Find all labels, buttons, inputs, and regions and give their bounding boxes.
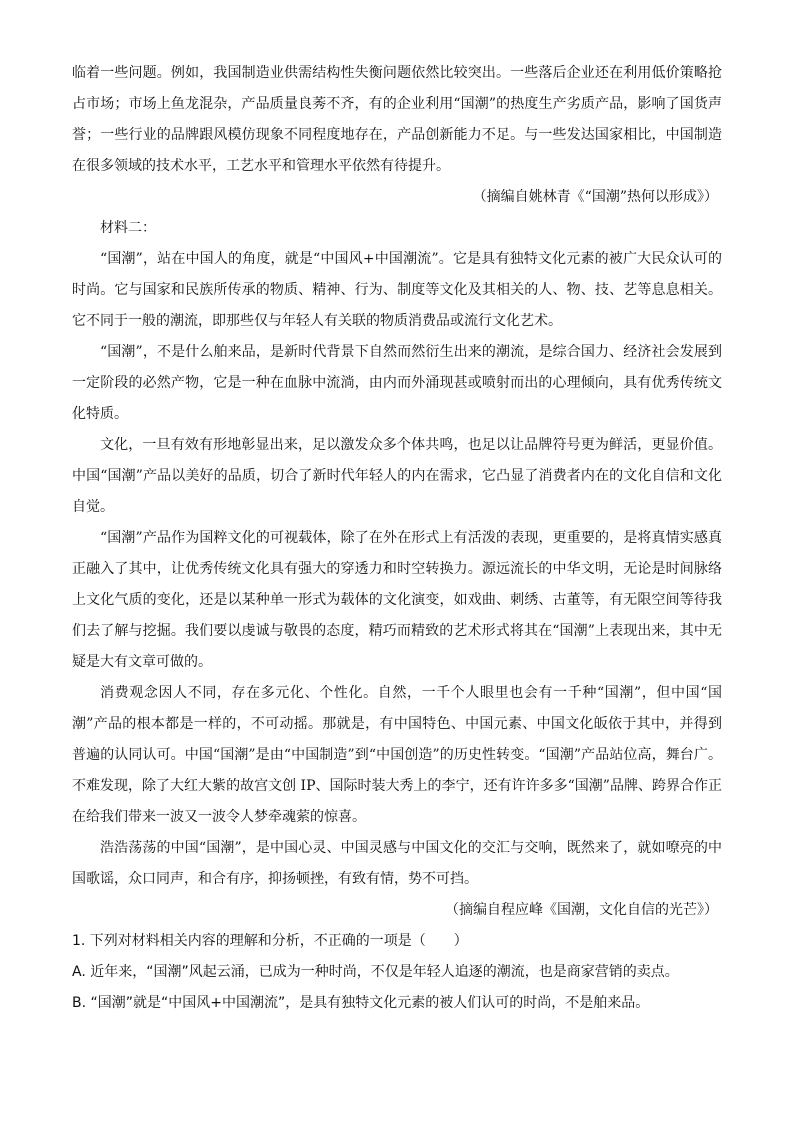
- material1-tail-paragraph: 临着一些问题。例如，我国制造业供需结构性失衡问题依然比较突出。一些落后企业还在利用低价策略抢占市场；市场上鱼龙混杂，产品质量良莠不齐，有的企业利用“国潮”的热度生产劣质产品，影响了国货声誉；一些行业的品牌跟风模仿现象不同程度地存在，产品创新能力不足。与一些发达国家相比，中国制造在很多领域的技术水平，工艺水平和管理水平依然有待提升。: [72, 65, 722, 174]
- exam-page: [72, 58, 722, 1019]
- material1-source: （摘编自姚林青《“国潮”热何以形成》）: [472, 189, 718, 205]
- material2-paragraph-6: 浩浩荡荡的中国“国潮”，是中国心灵、中国灵感与中国文化的交汇与交响，既然来了，就如嘹亮的中国歌谣，众口同声，和合有序，抑扬顿挫，有致有情，势不可挡。: [72, 840, 722, 887]
- material2-paragraph-5: 消费观念因人不同，存在多元化、个性化。自然，一千个人眼里也会有一千种“国潮”，但中国“国潮”产品的根本都是一样的，不可动摇。那就是，有中国特色、中国元素、中国文化皈依于其中，并得到普遍的认同认可。中国“国潮”是由“中国制造”到“中国创造”的历史性转变。“国潮”产品站位高，舞台广。不难发现，除了大红大紫的故宫文创 IP、国际时装大秀上的李宁，还有许许多多“国潮”品牌、跨界合作正在给我们带来一波又一波令人梦牵魂萦的惊喜。: [72, 685, 722, 825]
- material2-heading: 材料二：: [100, 220, 156, 236]
- material2-source: （摘编自程应峰《国潮，文化自信的光芒》）: [445, 902, 718, 918]
- material2-paragraph-1: “国潮”，站在中国人的角度，就是“中国风+中国潮流”。它是具有独特文化元素的被广大民众认可的时尚。它与国家和民族所传承的物质、精神、行为、制度等文化及其相关的人、物、技、艺等息息相关。它不同于一般的潮流，即那些仅与年轻人有关联的物质消费品或流行文化艺术。: [72, 251, 722, 329]
- material2-paragraph-2: “国潮”，不是什么舶来品，是新时代背景下自然而然衍生出来的潮流，是综合国力、经济社会发展到一定阶段的必然产物，它是一种在血脉中流淌，由内而外涌现甚或喷射而出的心理倾向，具有优秀传统文化特质。: [72, 344, 722, 422]
- question-1-stem: 1. 下列对材料相关内容的理解和分析，不正确的一项是（ ）: [72, 933, 468, 949]
- material2-paragraph-4: “国潮”产品作为国粹文化的可视载体，除了在外在形式上有活泼的表现，更重要的，是将真情实感真正融入了其中，让优秀传统文化具有强大的穿透力和时空转换力。源远流长的中华文明，无论是时间脉络上文化气质的变化，还是以某种单一形式为载体的文化演变，如戏曲、刺绣、古董等，有无限空间等待我们去了解与挖掘。我们要以虔诚与敬畏的态度，精巧而精致的艺术形式将其在“国潮”上表现出来，其中无疑是大有文章可做的。: [72, 530, 722, 670]
- question-1-option-b[interactable]: B. “国潮”就是“中国风+中国潮流”，是具有独特文化元素的被人们认可的时尚，不是舶来品。: [72, 995, 650, 1011]
- question-1-option-a[interactable]: A. 近年来，“国潮”风起云涌，已成为一种时尚，不仅是年轻人追逐的潮流，也是商家营销的卖点。: [72, 964, 679, 980]
- material2-paragraph-3: 文化，一旦有效有形地彰显出来，足以激发众多个体共鸣，也足以让品牌符号更为鲜活，更显价值。中国“国潮”产品以美好的品质，切合了新时代年轻人的内在需求，它凸显了消费者内在的文化自信和文化自觉。: [72, 437, 722, 515]
